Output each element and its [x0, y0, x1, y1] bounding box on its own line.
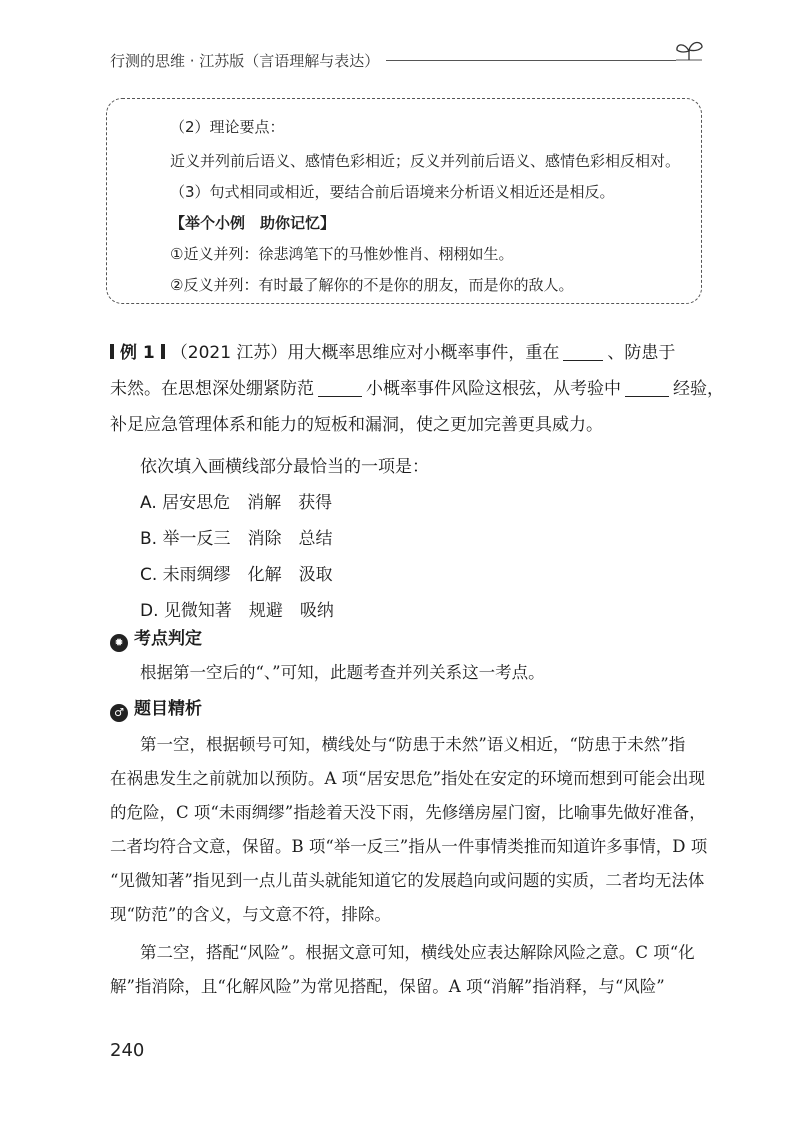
- analysis-p1-line: 第一空，根据顿号可知，横线处与“防患于未然”语义相近，“防患于未然”指: [140, 735, 686, 754]
- theory-point: 近义并列前后语义、感情色彩相近；反义并列前后语义、感情色彩相反相对。: [170, 152, 681, 170]
- option-b: B. 举一反三 消除 总结: [140, 529, 333, 549]
- kaodian-text: 根据第一空后的“、”可知，此题考查并列关系这一考点。: [140, 663, 545, 682]
- theory-heading: （2）理论要点：: [170, 118, 285, 136]
- gear-icon: ✹: [110, 634, 128, 652]
- analysis-p1-line: 在祸患发生之前就加以预防。A 项“居安思危”指处在安定的环境而想到可能会出现: [110, 769, 706, 788]
- option-a: A. 居安思危 消解 获得: [140, 493, 333, 513]
- analysis-p2-line: 第二空，搭配“风险”。根据文意可知，横线处应表达解除风险之意。C 项“化: [140, 943, 695, 962]
- question-prompt: 依次填入画横线部分最恰当的一项是：: [140, 457, 429, 477]
- synonym-example: ①近义并列：徐悲鸿笔下的马惟妙惟肖、栩栩如生。: [170, 245, 514, 263]
- analysis-p2-line: 解”指消除，且“化解风险”为常见搭配，保留。A 项“消解”指消释，与“风险”: [110, 977, 665, 996]
- analysis-p1-line: “见微知著”指见到一点儿苗头就能知道它的发展趋向或问题的实质，二者均无法体: [110, 871, 705, 890]
- analysis-p1-line: 现“防范”的含义，与文意不符，排除。: [110, 905, 391, 924]
- analysis-p1-line: 的危险，C 项“未雨绸缪”指趁着天没下雨，先修缮房屋门窗，比喻事先做好准备，: [110, 803, 706, 822]
- sprout-icon: [672, 38, 706, 68]
- option-d: D. 见微知著 规避 吸纳: [140, 601, 334, 621]
- question-line-1: 例 1 （2021 江苏）用大概率思维应对小概率事件，重在 、防患于: [110, 336, 675, 370]
- example-tag: 例 1: [120, 343, 155, 363]
- question-line-3: 补足应急管理体系和能力的短板和漏洞，使之更加完善更具威力。: [110, 415, 603, 435]
- tag-bar-right: [161, 344, 165, 359]
- option-c: C. 未雨绸缪 化解 汲取: [140, 565, 333, 585]
- analysis-p1-line: 二者均符合文意，保留。B 项“举一反三”指从一件事情类推而知道许多事情，D 项: [110, 837, 708, 856]
- question-line-2: 未然。在思想深处绷紧防范 小概率事件风险这根弦，从考验中 经验，: [110, 379, 724, 399]
- page-number: 240: [110, 1040, 145, 1061]
- answer-blank-2: [318, 378, 362, 397]
- sentence-pattern-point: （3）句式相同或相近，要结合前后语境来分析语义相近还是相反。: [170, 183, 615, 201]
- magnifier-icon: ♂: [110, 704, 128, 722]
- analysis-heading: ♂ 题目精析: [110, 694, 202, 722]
- antonym-example: ②反义并列：有时最了解你的不是你的朋友，而是你的敌人。: [170, 276, 574, 294]
- answer-blank-3: [625, 378, 669, 397]
- example-tip-heading: 【举个小例 助你记忆】: [170, 214, 336, 232]
- kaodian-heading: ✹ 考点判定: [110, 624, 202, 652]
- tag-bar-left: [110, 344, 114, 359]
- header-rule: [386, 60, 676, 61]
- running-header: 行测的思维 · 江苏版（言语理解与表达）: [110, 52, 380, 70]
- answer-blank-1: [563, 342, 603, 361]
